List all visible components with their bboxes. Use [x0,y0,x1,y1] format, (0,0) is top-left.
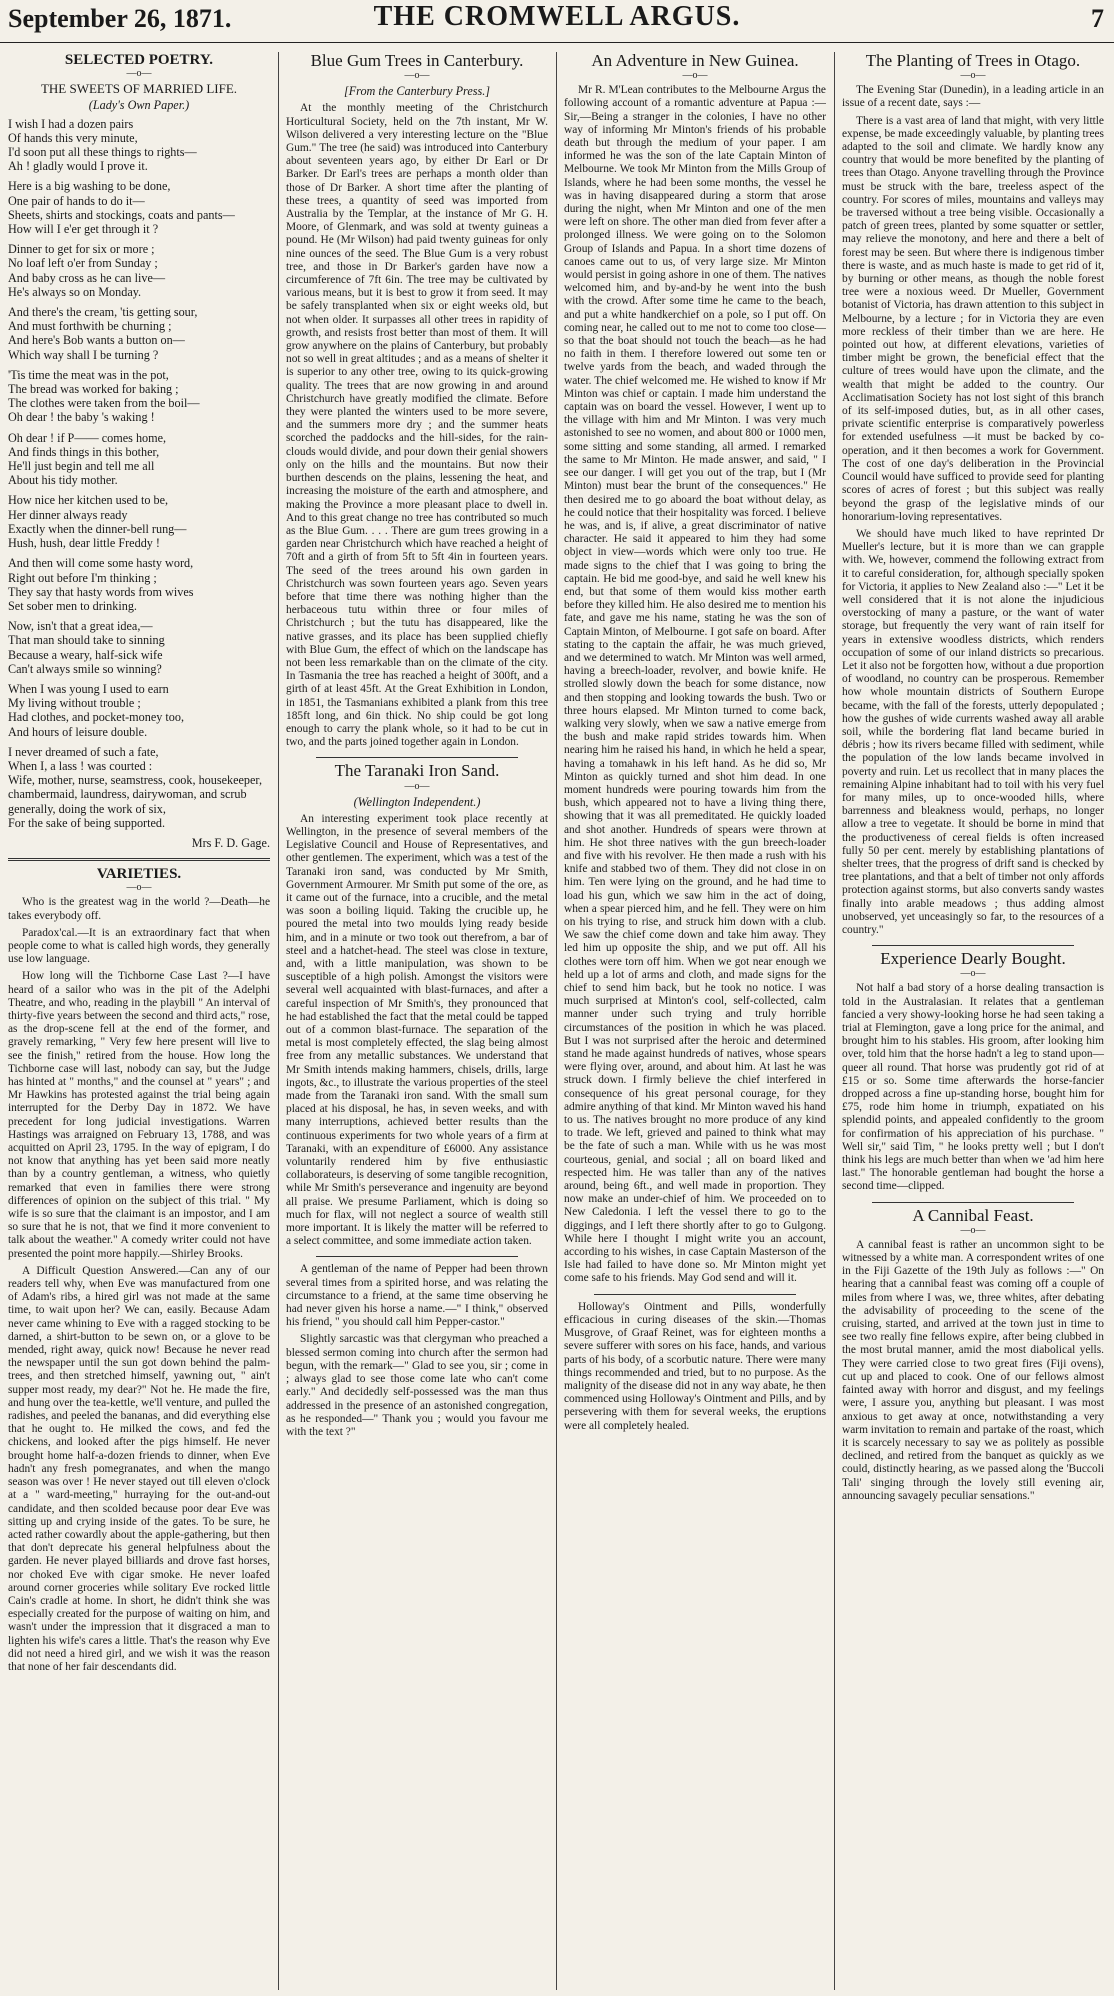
divider: —o— [682,70,708,82]
column-rule [278,52,279,1990]
poem-title: THE SWEETS OF MARRIED LIFE. [40,81,238,97]
newspaper-title: THE CROMWELL ARGUS. [373,1,741,32]
page-number: 7 [1091,4,1104,33]
poem-stanza: Oh dear ! if P—— comes home, And finds things in this bother, He'll just begin and tell me all About his tidy mother. [8,430,167,488]
column-1 [8,52,270,1992]
issue-date: September 26, 1871. [8,4,232,33]
article-paragraph: Paradox'cal.—It is an extraordinary fact that when people come to what is called high words, they generally use low language. [8,926,270,966]
divider [872,945,1074,946]
article-paragraph: At the monthly meeting of the Christchurch Horticultural Society, held on the 7th instant, Mr W. Wilson delivered a very interesting lecture on the "Blue Gum." The tree (he said) was introduced into Canterbury about seventeen years ago, by either Dr Earl or Dr Barker. Dr Earl's trees are perhaps a month older than those of Dr Barker. A short time after the planting of these trees, a quantity of seed was imported from Australia by the Templar, at the instance of Mr G. H. Moore, of Glenmark, and was sold at twenty guineas a pound. He (Mr Wilson) had paid twenty guineas for only nine ounces of the seed. The Blue Gum is a very robust tree, and those in Dr Barker's garden have now a circumference of 7ft 6in. The tree may be cultivated by various means, but it is best to grow it from seed. It may be safely transplanted when six or eight weeks old, but not when older. It surpasses all other trees in rapidity of growth, and resists frost better than most of them. It will grow anywhere on the plains of Canterbury, but probably not so well in great altitudes ; and as a means of shelter it is superior to any other tree, owing to its quick-growing quality. The trees that are now growing in and around Christchurch have greatly modified the climate. Before they were planted the winters used to be more severe, and the summers more dry ; and the summer heats scorched the paddocks and the hill-sides, for the rain-clouds would divide, and pour down their genial showers only on the hills and the mountains. But now their burthen descends on the plains, lessening the heat, and increasing the moisture of the earth and atmosphere, and making the Province a more pleasant place to dwell in. And to this great change no tree has contributed so much as the Blue Gum. . . . There are gum trees growing in a garden near Christchurch which have reached a height of 70ft and a girth of from 5ft to 5ft 4in in fourteen years. The seed of the trees around his own garden in Christchurch was sown fourteen years ago. Seven years before that time there was nothing higher than the herbaceous tutu within three or four miles of Christchurch ; but the tutu has disappeared, like the native grasses, and its place has been supplied chiefly with Blue Gum, the effect of which on the landscape has not been less remarkable than on the climate of the city. In Tasmania the tree has reached a height of 300ft, and a girth of at least 45ft. At the Great Exhibition in London, in 1851, the Tasmanians exhibited a plank from this tree 185ft long, and 6in thick. No ship could be got long enough to carry the plank whole, so it had to be cut in two, and the parts joined together again in London. [286,102,548,749]
poem-stanza: And there's the cream, 'tis getting sour, And must forthwith be churning ; And here's Bob wants a button on— Which way shall I be turning ? [8,305,198,362]
article-paragraph: Not half a bad story of a horse dealing transaction is told in the Australasian. It relates that a gentleman fancied a very showy-looking horse he had seen taking a trial at Flemington, gave a long price for the animal, and brought him to his stables. His groom, after looking him over, told him that the horse hadn't a leg to stand upon—queer all round. That horse was prudently got rid of at £15 or so. Some time afterwards the horse-fancier dropped across a fine up-standing horse, bought him for £75, rode him home in triumph, expatiated on his splendid points, and appealed confidently to the groom for confirmation of his appreciation of his purchase. " Well sir," said Tim, " he looks pretty well ; but I don't think his legs are much better than when we 'ad him here last." The honorable gentleman had bought the horse a second time—clipped. [842,982,1104,1193]
divider [316,757,518,758]
divider [872,1202,1074,1203]
article-source: [From the Canterbury Press.] [343,84,491,99]
article-paragraph: A Difficult Question Answered.—Can any of our readers tell why, when Eve was manufactured from one of Adam's ribs, a hired girl was not made at the same time, to wait upon her? We can, easily. Because Adam never came whining to Eve with a ragged stocking to be darned, a shirt-button to be sewn on, or a glove to be mended, right away, quick now! Because he never read the newspaper until the sun got down behind the palm-trees, and then stretched himself, yawning out, " ain't supper most ready, my dear?" Not he. He made the fire, and hung over the tea-kettle, we'll venture, and pulled the radishes, and peeled the bananas, and did everything else that he ought to. He milked the cows, and fed the chickens, and looked after the pigs himself. He never brought home half-a-dozen friends to dinner, when Eve hadn't any fresh pomegranates, and when the mango season was over ! He never stayed out till eleven o'clock at a " ward-meeting," hurraying for the out-and-out candidate, and then scolded because poor dear Eve was sitting up and crying inside of the gates. To be sure, he acted rather cowardly about the apple-gathering, but then that don't deprecate his general helpfulness about the garden. He never played billiards and drove fast horses, nor choked Eve with cigar smoke. He never loafed around corner groceries while solitary Eve rocked little Cain's cradle at home. In short, he didn't think she was especially created for the purpose of waiting on him, and wasn't under the impression that it disgraced a man to lighten his wife's cares a little. That's the reason why Eve did not need a hired girl, and we wish it was the reason that none of her fair descendants did. [8,1264,270,1673]
divider: —o— [960,1224,986,1236]
article-paragraph: An interesting experiment took place recently at Wellington, in the presence of several members of the Legislative Council and House of Representatives, and other gentlemen. The experiment, which was a test of the Taranaki iron sand, was conducted by Mr Smith, Government Armourer. Mr Smith put some of the ore, as it came out of the furnace, into a crucible, and the metal was soon a boiling liquid. Taking the crucible up, he poured the metal into two moulds lying ready beside him, and in a minute or two took out therefrom, a bar of steel and a hatchet-head. The steel was close in texture, and, with a little manipulation, was shown to be susceptible of a high polish. Amongst the visitors were several well acquainted with blast-furnaces, and after a careful inspection of Mr Smith's, they pronounced that he had established the fact that the metal could be tapped out of a common blast-furnace. The separation of the metal is most completely effected, the slag being almost free from any metallic substances. We understand that Mr Smith intends making hammers, chisels, drills, large ingots, &c., to illustrate the various properties of the steel made from the Taranaki iron sand. With the small sum placed at his disposal, he has, in seven weeks, and with many interruptions, achieved better results than the continuous experiments for two whole years of a firm at Taranaki, with an expenditure of £6000. Any assistance voluntarily rendered him by five enthusiastic collaborateurs, is deserving of some tangible recognition, while Mr Smith's perseverance and ingenuity are beyond all praise. We presume Parliament, which is doing so much for flax, will not neglect a source of wealth still more important. It is likely the matter will be referred to a select committee, and some immediate action taken. [286,812,548,1248]
poem-stanza: And then will come some hasty word, Right out before I'm thinking ; They say that hasty words from wives Set sober men to drinking. [8,556,194,613]
article-paragraph: A cannibal feast is rather an uncommon sight to be witnessed by a white man. A correspondent writes of one in the Fiji Gazette of the 19th July as follows :—" On hearing that a cannibal feast was coming off a couple of miles from where I was, we, three whites, after debating the advisability of proceeding to the scene of the cruising, started, and arrived at the town just in time to see two really fine fellows expire, after being clubbed in the most brutal manner, amid the most diabolical yells. They were carried close to two great fires (Fiji ovens), cut up and placed to cook. One of our fellows almost fainted away with horror and disgust, and my feelings were, I assure you, anything but pleasant. I was most anxious to get away at once, notwithstanding a very warm invitation to remain and partake of the roast, which it is scarcely necessary to say we as politely as possible declined, and retired from the banquet as quickly as we could, distinctly hearing, as we passed along the 'Buccoli Tali' singing through the lovely still evening air, announcing savagely peculiar sensations." [842,1238,1104,1502]
divider [594,1294,796,1295]
article-source: (Wellington Independent.) [353,794,481,809]
article-paragraph: Who is the greatest wag in the world ?—Death—he takes everybody off. [8,896,270,922]
article-paragraph: Mr R. M'Lean contributes to the Melbourne Argus the following account of a romantic adventure at Papua :—Sir,—Being a stranger in the colonies, I have no other way of informing Mr Minton's friends of his probable death but through the medium of your paper. I am informed he was the son of the late Captain Minton of Melbourne. We took Mr Minton from the Mills Group of Islands, where he had been some months, the vessel he was in having disappeared during a storm that arose during the night, when Mr Minton and one of the men were left on shore. The other man died from fever after a prolonged illness. We were going on to the Solomon Group of Islands and Papua. In a short time dozens of canoes came out to us, of very large size. Mr Minton would persist in going ashore in one of them. The natives welcomed him, and by-and-by he went into the bush with the crowd. After some time he came to the beach, and put a white handkerchief on a pole, so I put off. On coming near, he called out to me not to come too close—so that the boat should not touch the beach—as he had no faith in them. I therefore lowered out some ten or twelve yards from the beach, and waded through the water. The chief welcomed me. He wished to know if Mr Minton was chief or captain. I made him understand the captain was on board the vessel. However, I went up to the village with him and Mr Minton. I was very much astonished to see no women, and about 800 or 1000 men, some sitting and some standing, all armed. I remarked the same to Mr Minton. He made answer, and said, " I see our danger. I will get you out of the trap, but I (Mr Minton) must bear the brunt of the consequences." He then desired me to go aboard the boat without delay, as he could notice that their hospitality was forced. I believe he was, and is, if alive, a great discriminator of native character. He said it appeared to him they had some object in view—words which were only too true. He made signs to the chief that I was going to bring the captain. He bid me good-bye, and said he well knew his end, but that some of them would kiss mother earth before they killed him. He also desired me to mention his fate, and gave me his name, stating he was the son of Captain Minton, of Melbourne. I got safe on board. After stating to the captain the affair, he was much grieved, and we determined to watch. Mr Minton was well armed, having a breech-loader, revolver, and bowie knife. He strolled slowly down the beach for some distance, now and then stopping and looking towards the bush. Two or three hours elapsed. Mr Minton turned to come back, walking very slowly, when we saw a native emerge from the bush and make rapid strides towards him. When nearing him he raised his hand, in which he held a spear, having a tomahawk in his left hand. As he did so, Mr Minton as quickly turned and shot him dead. In one moment hundreds were pouring towards him from the bush, which appeared not to have a living thing there, showing that it was all premeditated. He quickly loaded and shot another. Hundreds of spears were thrown at him. He shot three natives with the gun breech-loader and five with his revolver. He then made a rush with his knife and stabbed two of them. They did not close in on him. Ten were lying on the ground, and he had time to load his gun, which we saw him in the act of doing, when a spear pierced him, and he fell. They were on him on his trying to rise, and struck him down with a club. We saw the chief come down and take him away. They led him up opposite the ship, and we put off. All his clothes were torn off him. When we got near enough we held up a lot of arms and cloth, and made signs for the chief to send him back, but he took no notice. I was much surprised at Minton's cool, self-collected, calm manner under such trying and truly horrible circumstances of the position in which he was placed. But I was not surprised after the heroic and determined stand he made against hundreds of natives, whose spears were flying over, around, and about him. At last he was struck down. I firmly believe the chief interfered in consequence of his great personal courage, for they admire anything of that kind. Mr Minton waved his hand to us. The natives brought no more produce of any kind to trade. We left, grieved and pained to think what may be the fate of such a man. While with us he was most courteous, genial, and social ; all on board liked and respected him. He was taller than any of the natives around, being 6ft., and well made in proportion. They now make an under-chief of him. We proceeded on to New Caledonia. I left the vessel there to go to the diggings, and I left there shortly after to go to Gulgong. While here I thought I might write you an account, according to his wishes, in case Captain Masterson of the Isle had failed to have done so. Mr Minton might yet come safe to his friends. May God send and will it. [564,84,826,1285]
column-rule [834,52,835,1990]
article-paragraph: We should have much liked to have reprinted Dr Mueller's lecture, but it is more than we can grapple with. We, however, commend the following extract from it to careful consideration, for, although specially spoken for Victoria, it applies to New Zealand also :—" Let it be well considered that it is not alone the injudicious overstocking of many a pasture, or the want of water storage, but frequently the very want of rain itself for years in extensive woodless districts, which renders occupation of some of our inland districts so precarious. Let it also not be forgotten how, without a due proportion of woodland, no country can be prosperous. Remember how whole mountain districts of Southern Europe became, with the fall of the forests, utterly depopulated ; how the gushes of wide currents washed away all arable soil, while the bordering flat land became buried in débris ; how its rivers became filled with sediment, while the population of the low lands became involved in poverty and ruin. Let us recollect that in many places the remaining Alpine inhabitant had to toil with his very fuel for many miles, up to once-wooded hills, where barrenness and bleakness would, perhaps, no longer allow a tree to vegetate. It should be borne in mind that the productiveness of cereal fields is often increased fully 50 per cent. merely by establishing plantations of shelter trees, that the progress of drift sand is checked by tree plantations, and that a belt of timber not only affords protection against storms, but also converts sandy wastes finally into arable meadows ; thus adding almost unobserved, yet unceasingly so far, to the resources of a country." [842,527,1104,936]
divider: —o— [126,68,152,80]
poem-stanza: I never dreamed of such a fate, When I, a lass ! was courted : Wife, mother, nurse, seamstress, cook, housekeeper, chambermaid, laundress, dairywoman, and scrub generally, doing the work of six, For the sake of being supported. [8,744,263,830]
article-headline: Experience Dearly Bought. [880,949,1066,969]
column-4 [842,52,1104,1992]
poem-stanza: 'Tis time the meat was in the pot, The bread was worked for baking ; The clothes were taken from the boil— Oh dear ! the baby 's waking ! [8,367,200,425]
poem-stanza: Dinner to get for six or more ; No loaf left o'er from Sunday ; And baby cross as he can live— He's always so on Monday. [8,242,166,299]
article-paragraph: How long will the Tichborne Case Last ?—I have heard of a sailor who was in the pit of the Adelphi Theatre, and who, reading in the playbill " An interval of thirty-five years between the second and third acts," rose, as the drop-scene fell at the end of the former, and gravely remarking, " Very few here present will live to see the finish," retired from the house. How long the Tichborne case will last, nobody can say, but the Judge has hinted at " months," and the counsel at " years" ; and Mr Hawkins has protested against the trial being again interrupted for the Derby Day in 1872. We have precedent for long judicial investigations. Warren Hastings was arraigned on February 13, 1788, and was acquitted on April 23, 1795. In the way of epigram, I do not know that anything has yet been said more neatly than by a country gentleman, a witness, who quietly remarked that even in families there were strong differences of opinion on the subject of this trial. " My wife is so sure that the claimant is an impostor, and I am so sure that he is not, that we find it more convenient to talk about the weather." A comedy writer could not have presented the point more happily.—Shirley Brooks. [8,970,270,1260]
article-headline: An Adventure in New Guinea. [591,52,799,70]
column-2 [286,52,548,1992]
article-paragraph: A gentleman of the name of Pepper had been thrown several times from a spirited horse, and was relating the circumstance to a friend, at the same time observing he had never given his horse a name.—" I think," observed his friend, " you should call him Pepper-castor." [286,1263,548,1329]
column-rule [556,52,557,1990]
poem-stanza: When I was young I used to earn My living without trouble ; Had clothes, and pocket-money too, And hours of leisure double. [8,681,184,739]
poem-stanza: How nice her kitchen used to be, Her dinner always ready Exactly when the dinner-bell rung— Hush, hush, dear little Freddy ! [8,493,187,551]
section-heading: VARIETIES. [96,866,182,883]
poem-stanza: I wish I had a dozen pairs Of hands this very minute, I'd soon put all these things to rights— Ah ! gladly would I prove it. [8,116,197,174]
advertisement: Holloway's Ointment and Pills, wonderfully efficacious in curing diseases of the skin.—Thomas Musgrove, of Graaf Reinet, was for eighteen months a severe sufferer with sores on his face, hands, and various parts of his body, of a scorbutic nature. There were many things recommended and tried, but to no purpose. As the malignity of the disease did not in any way abate, he then commenced using Holloway's Ointment and Pills, and by persevering with them for several weeks, the eruptions were all completely healed. [564,1300,826,1432]
divider: —o— [126,882,152,894]
poem-signature: Mrs F. D. Gage. [191,835,270,850]
column-3 [564,52,826,1992]
divider: —o— [960,70,986,82]
divider [8,858,270,861]
article-headline: The Taranaki Iron Sand. [334,761,500,781]
article-paragraph: The Evening Star (Dunedin), in a leading article in an issue of a recent date, says :— [842,84,1104,110]
poem-stanza: Here is a big washing to be done, One pair of hands to do it— Sheets, shirts and stockings, coats and pants— How will I e'er get through it ? [8,179,235,237]
divider: —o— [960,968,986,980]
masthead [0,1,1114,43]
article-headline: Blue Gum Trees in Canterbury. [310,52,524,70]
section-heading: SELECTED POETRY. [64,52,214,68]
article-headline: A Cannibal Feast. [912,1205,1034,1225]
divider: —o— [404,780,430,792]
divider: —o— [404,70,430,82]
poem-stanza: Now, isn't that a great idea,— That man should take to sinning Because a weary, half-sick wife Can't always smile so winning? [8,619,165,676]
article-paragraph: Slightly sarcastic was that clergyman who preached a blessed sermon coming into church after the sermon had begun, with the remark—" Glad to see you, sir ; come in ; always glad to see those come late who can't come early." And decidedly self-possessed was the man thus addressed in the presence of an astonished congregation, as he responded—" Thank you ; would you favour me with the text ?" [286,1333,548,1438]
article-headline: The Planting of Trees in Otago. [865,52,1081,70]
poem-source: (Lady's Own Paper.) [88,98,190,113]
divider [316,1256,518,1257]
article-paragraph: There is a vast area of land that might, with very little expense, be made exceedingly valuable, by planting trees adapted to the soil and climate. We hardly know any country that would be more benefited by the planting of trees than Otago. Anyone travelling through the Province must be struck with the bare, treeless aspect of the country. For scores of miles, mountains and valleys may be traversed without a tree being visible. Occasionally a patch of green trees, planted by some squatter or settler, may relieve the monotony, and here and there a belt of forest may be seen. But where there is indigenous timber there is waste, and as much haste is made to get rid of it, by burning or other means, as though the noble forest tree were a noxious weed. Dr Mueller, Government botanist of Victoria, has drawn attention to this subject in Melbourne, by a lecture ; for in Victoria they are even more reckless of their timber than we are here. He pointed out how, at different elevations, varieties of timber might be grown, the beneficial effect that the culture of trees would have upon the climate, and the wealth that might be added to the country. Our Acclimatisation Society has not lost sight of this branch of its self-imposed duties, but, as in all other cases, private scientific enterprise is comparatively powerless for extended usefulness —it must be backed by co-operation, and it then becomes a work for Government. The cost of one day's deliberation in the Provincial Council would have sufficed to provide seed for planting scores of acres of forest ; but this subject was really beyond the grasp of the legislative minds of our honorarium-loving representatives. [842,114,1104,523]
